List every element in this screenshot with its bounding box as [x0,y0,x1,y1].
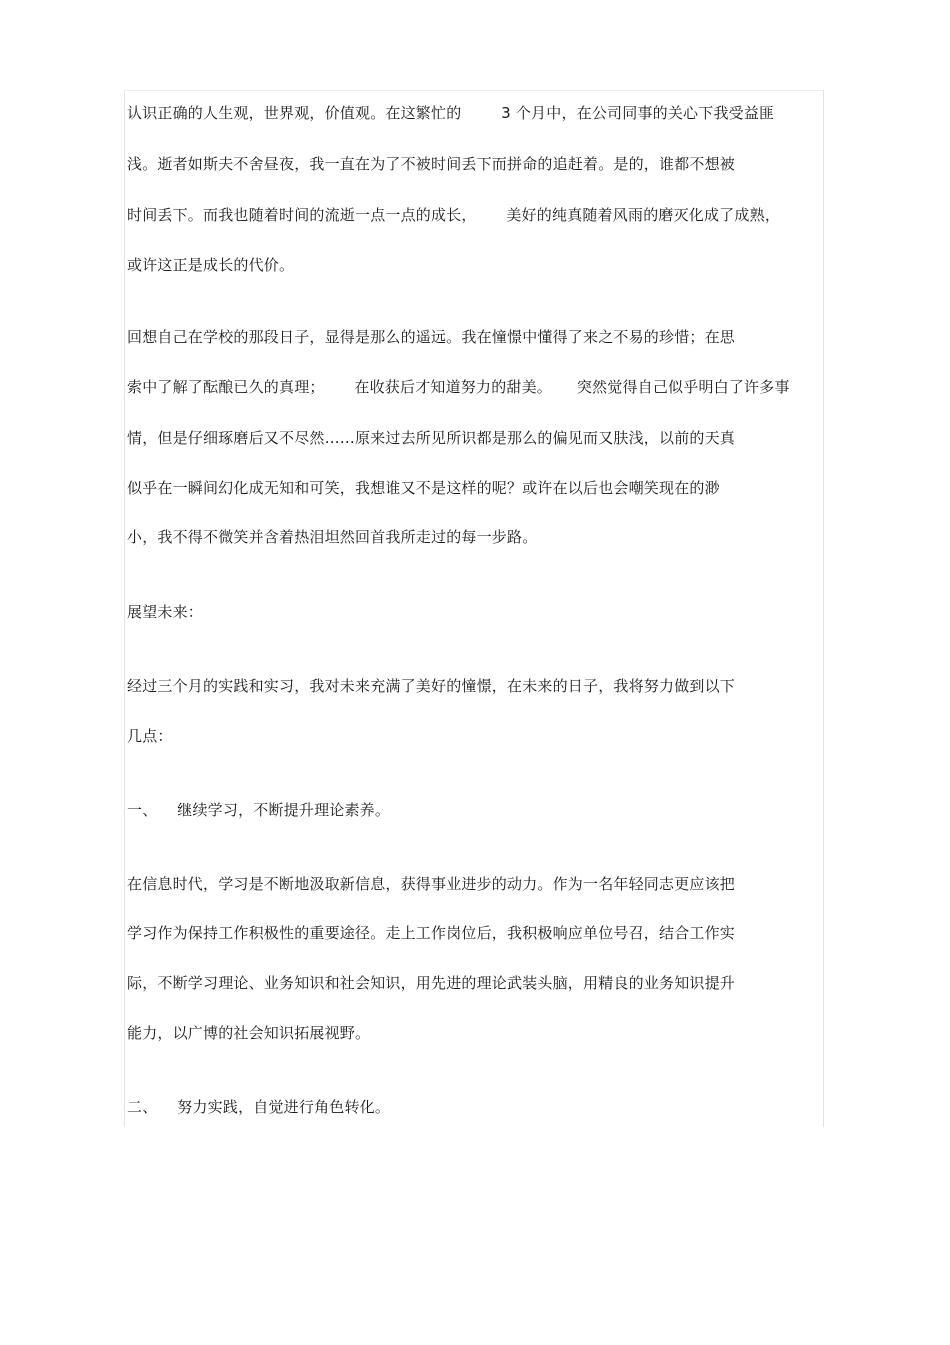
text-line: 几点： [127,727,173,745]
numbered-heading: 一、 继续学习，不断提升理论素养。 [127,801,391,819]
text-line: 际，不断学习理论、业务知识和社会知识，用先进的理论武装头脑，用精良的业务知识提升 [127,974,736,992]
text-line: 时间丢下。而我也随着时间的流逝一点一点的成长， 美好的纯真随着风雨的磨灭化成了成熟， [127,206,781,224]
text-line: 认识正确的人生观，世界观，价值观。在这繁忙的 3 个月中，在公司同事的关心下我受益匪 [127,104,775,122]
page-frame [124,90,824,1127]
text-line: 索中了解了酝酿已久的真理； 在收获后才知道努力的甜美。 突然觉得自己似乎明白了许多事 [127,378,790,396]
text-line: 经过三个月的实践和实习，我对未来充满了美好的憧憬，在未来的日子，我将努力做到以下 [127,677,736,695]
text-line: 小，我不得不微笑并含着热泪坦然回首我所走过的每一步路。 [127,528,538,546]
text-line: 情，但是仔细琢磨后又不尽然……原来过去所见所识都是那么的偏见而又肤浅，以前的天真 [127,429,736,447]
text-line: 浅。逝者如斯夫不舍昼夜，我一直在为了不被时间丢下而拼命的追赶着。是的，谁都不想被 [127,155,736,173]
text-line: 能力，以广博的社会知识拓展视野。 [127,1024,371,1042]
numbered-heading: 二、 努力实践，自觉进行角色转化。 [127,1098,391,1116]
text-line: 在信息时代，学习是不断地汲取新信息，获得事业进步的动力。作为一名年轻同志更应该把 [127,875,736,893]
text-line: 学习作为保持工作积极性的重要途径。走上工作岗位后，我积极响应单位号召，结合工作实 [127,924,736,942]
text-line: 似乎在一瞬间幻化成无知和可笑，我想谁又不是这样的呢？或许在以后也会嘲笑现在的渺 [127,479,720,497]
text-line: 回想自己在学校的那段日子，显得是那么的遥远。我在憧憬中懂得了来之不易的珍惜；在思 [127,328,736,346]
text-line: 或许这正是成长的代价。 [127,256,295,274]
section-heading: 展望未来： [127,603,204,621]
